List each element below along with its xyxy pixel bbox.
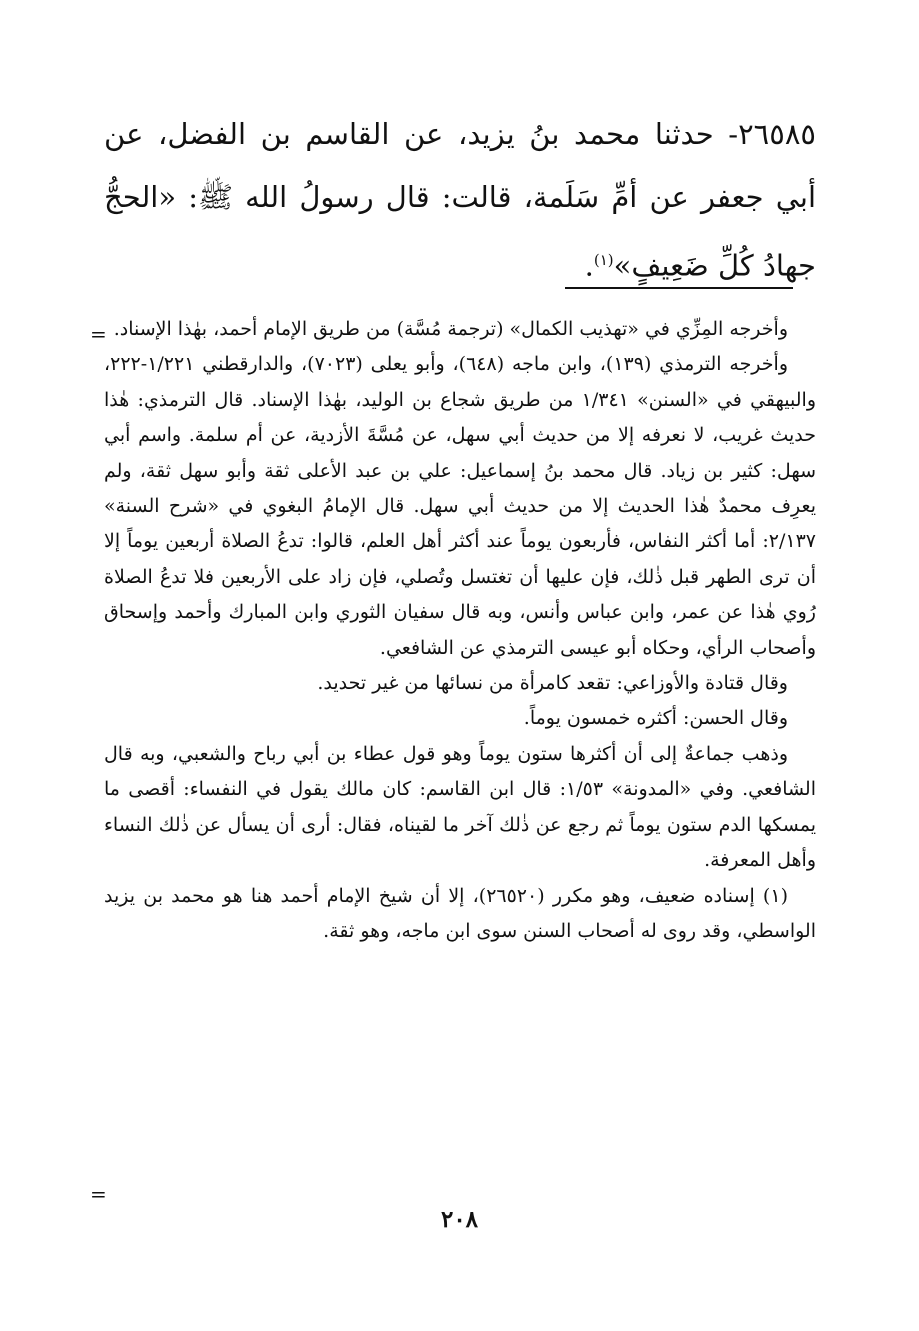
continuation-mark-top: =: [90, 322, 107, 346]
hadith-text: ٢٦٥٨٥- حدثنا محمد بنُ يزيد، عن القاسم بن الفضل، عن أبي جعفر عن أمِّ سَلَمة، قالت: قال رسولُ الله ﷺ: «الحجُّ جهادُ كُلِّ ضَعِيفٍ»: [104, 117, 816, 283]
hadith-paragraph: [104, 103, 816, 298]
footnote-paragraph-2: وأخرجه الترمذي (١٣٩)، وابن ماجه (٦٤٨)، وأبو يعلى (٧٠٢٣)، والدارقطني ١/٢٢١-٢٢٢، والبيهقي في «السنن» ١/٣٤١ من طريق شجاع بن الوليد، بهٰذا الإسناد. قال الترمذي: هٰذا حديث غريب، لا نعرفه إلا من حديث أبي سهل، عن مُسَّةَ الأزدية، عن أم سلمة. واسم أبي سهل: كثير بن زياد. قال محمد بنُ إسماعيل: علي بن عبد الأعلى ثقة وأبو سهل ثقة، ولم يعرِف محمدٌ هٰذا الحديث إلا من حديث أبي سهل. قال الإمامُ البغوي في «شرح السنة» ٢/١٣٧: أما أكثر النفاس، فأربعون يوماً عند أكثر أهل العلم، قالوا: تدعُ الصلاة أربعين يوماً إلا أن ترى الطهر قبل ذٰلك، فإن عليها أن تغتسل وتُصلي، فإن زاد على الأربعين فلا تدعُ الصلاة رُوي هٰذا عن عمر، وابن عباس وأنس، وبه قال سفيان الثوري وابن المبارك وأحمد وإسحاق وأصحاب الرأي، وحكاه أبو عيسى الترمذي عن الشافعي.: [104, 353, 816, 659]
page-number: ٢٠٨: [440, 1206, 479, 1233]
footnote-paragraph-3: وقال قتادة والأوزاعي: تقعد كامرأة من نسائها من غير تحديد.: [317, 672, 788, 695]
footnote-paragraph-5: وذهب جماعةٌ إلى أن أكثرها ستون يوماً وهو قول عطاء بن أبي رباح والشعبي، وبه قال الشافعي. وفي «المدونة» ١/٥٣: قال ابن القاسم: كان مالك يقول في النفساء: أقصى ما يمسكها الدم ستون يوماً ثم رجع عن ذٰلك آخر ما لقيناه، فقال: أرى أن يسأل عن ذٰلك النساء وأهل المعرفة.: [104, 742, 816, 872]
footnotes-block: [104, 312, 816, 949]
footnote-separator-rule: [565, 287, 793, 289]
continuation-mark-bottom: =: [90, 1182, 107, 1206]
footnote-paragraph-1: وأخرجه المِزِّي في «تهذيب الكمال» (ترجمة مُسَّة) من طريق الإمام أحمد، بهٰذا الإسناد.: [113, 318, 788, 340]
footnote-reference: (١): [593, 251, 614, 269]
footnote-1: (١) إسناده ضعيف، وهو مكرر (٢٦٥٢٠)، إلا أن شيخ الإمام أحمد هنا هو محمد بن يزيد الواسطي، وقد روى له أصحاب السنن سوى ابن ماجه، وهو ثقة.: [104, 884, 816, 942]
hadith-text-block: [104, 103, 816, 298]
footnote-paragraph-4: وقال الحسن: أكثره خمسون يوماً.: [523, 707, 788, 730]
hadith-end-mark: .: [584, 248, 594, 283]
